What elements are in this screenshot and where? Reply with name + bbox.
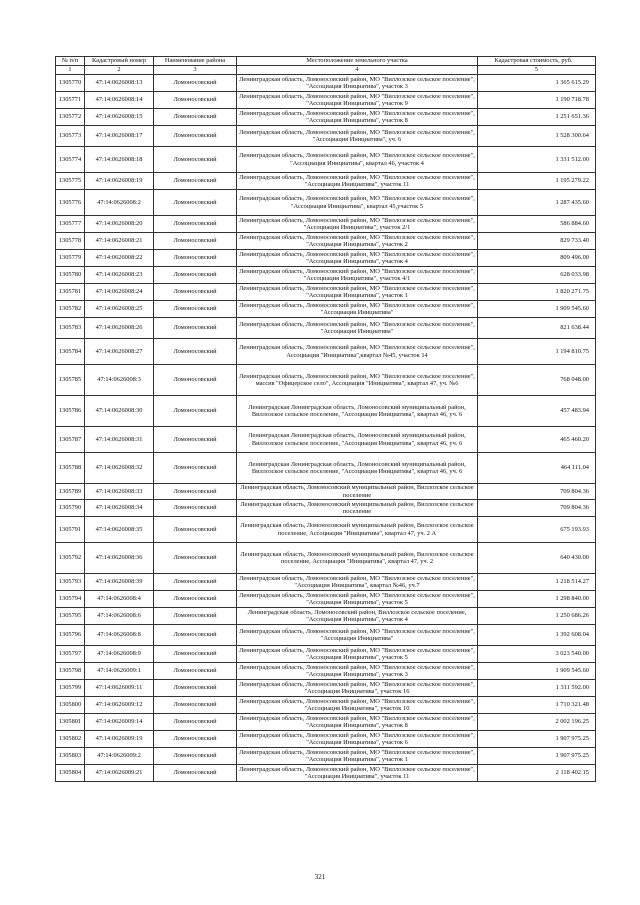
cadastral-number: 47:14:0626009:21 bbox=[85, 765, 154, 782]
row-number: 1305795 bbox=[56, 608, 85, 625]
table-row bbox=[56, 365, 596, 396]
cadastral-value: 1 287 435.60 bbox=[478, 190, 596, 216]
table-row bbox=[56, 748, 596, 765]
table-row bbox=[56, 216, 596, 233]
table-row bbox=[56, 75, 596, 92]
cadastral-number: 47:14:0626009:1 bbox=[85, 663, 154, 680]
land-plot-location: Ленинградская область, Ломоносовский район, МО "Виллозское сельское поселение", "Ассоциация Инициатива", участок 1 bbox=[237, 284, 478, 301]
district-name: Ломоносовский bbox=[154, 396, 237, 427]
row-number: 1305803 bbox=[56, 748, 85, 765]
row-number: 1305792 bbox=[56, 543, 85, 574]
table-row bbox=[56, 339, 596, 365]
land-plot-location: Ленинградская область, Ломоносовский район, МО "Виллозское сельское поселение", "Ассоциация Инициатива", участок 2 bbox=[237, 233, 478, 250]
cadastral-number: 47:14:0626008:19 bbox=[85, 173, 154, 190]
cadastral-number: 47:14:0626008:32 bbox=[85, 453, 154, 484]
cadastral-number: 47:14:0626008:15 bbox=[85, 109, 154, 126]
table-row bbox=[56, 663, 596, 680]
cadastral-value: 1 298 840.00 bbox=[478, 591, 596, 608]
land-plot-location: Ленинградская область, Ломоносовский район, МО "Виллозское сельское поселение", "Ассоциация Инициатива", участок 4/1 bbox=[237, 267, 478, 284]
district-name: Ломоносовский bbox=[154, 453, 237, 484]
cadastral-value: 1 909 545.60 bbox=[478, 301, 596, 318]
land-plot-location: Ленинградская область, Ломоносовский район, МО "Виллозское сельское поселение", "Ассоциация Инициатива", участок 16 bbox=[237, 680, 478, 697]
district-name: Ломоносовский bbox=[154, 748, 237, 765]
table-row bbox=[56, 427, 596, 453]
district-name: Ломоносовский bbox=[154, 92, 237, 109]
table-row bbox=[56, 646, 596, 663]
district-name: Ломоносовский bbox=[154, 517, 237, 543]
table-row bbox=[56, 484, 596, 500]
row-number: 1305775 bbox=[56, 173, 85, 190]
land-plot-location: Ленинградская область, Ломоносовский район, МО "Виллозское сельское поселение", "Ассоциация Инициатива", участок 3 bbox=[237, 75, 478, 92]
land-plot-location: Ленинградская область, Ломоносовский район, МО "Виллозское сельское поселение", "Ассоциация Инициатива", участок 2/1 bbox=[237, 216, 478, 233]
header-cadastral-number: Кадастровый номер bbox=[85, 57, 154, 66]
land-plot-location: Ленинградская область, Ломоносовский район, МО "Виллозское сельское поселение", Ассоциация "Инициатива",квартал №45, участок 14 bbox=[237, 339, 478, 365]
cadastral-value: 2 002 196.25 bbox=[478, 714, 596, 731]
district-name: Ломоносовский bbox=[154, 233, 237, 250]
district-name: Ломоносовский bbox=[154, 543, 237, 574]
district-name: Ломоносовский bbox=[154, 365, 237, 396]
land-plot-location: Ленинградская область, Ломоносовский район, МО "Виллозское сельское поселение", "Ассоциация Инициатива", участок 1 bbox=[237, 748, 478, 765]
table-row bbox=[56, 301, 596, 318]
cadastral-value: 1 190 718.78 bbox=[478, 92, 596, 109]
cadastral-number: 47:14:0626008:33 bbox=[85, 484, 154, 500]
row-number: 1305794 bbox=[56, 591, 85, 608]
district-name: Ломоносовский bbox=[154, 625, 237, 646]
table-row bbox=[56, 625, 596, 646]
cadastral-number: 47:14:0626009:14 bbox=[85, 714, 154, 731]
land-plot-location: Ленинградская Ленинградская область, Ломоносовский муниципальный район, Виллозское сельское поселение, "Ассоциация Инициатива", квартал 46, уч. 6 bbox=[237, 453, 478, 484]
column-number: 3 bbox=[154, 66, 237, 75]
row-number: 1305793 bbox=[56, 574, 85, 591]
district-name: Ломоносовский bbox=[154, 126, 237, 147]
cadastral-value: 829 733.40 bbox=[478, 233, 596, 250]
row-number: 1305782 bbox=[56, 301, 85, 318]
table-row bbox=[56, 731, 596, 748]
cadastral-number: 47:14:0626008:23 bbox=[85, 267, 154, 284]
cadastral-number: 47:14:0626008:18 bbox=[85, 147, 154, 173]
row-number: 1305791 bbox=[56, 517, 85, 543]
district-name: Ломоносовский bbox=[154, 765, 237, 782]
land-plot-location: Ленинградская область, Ломоносовский район, МО "Виллозское сельское поселение", "Ассоциация Инициатива", участок 4 bbox=[237, 250, 478, 267]
district-name: Ломоносовский bbox=[154, 484, 237, 500]
row-number: 1305787 bbox=[56, 427, 85, 453]
district-name: Ломоносовский bbox=[154, 267, 237, 284]
row-number: 1305776 bbox=[56, 190, 85, 216]
cadastral-value-table bbox=[55, 56, 596, 782]
district-name: Ломоносовский bbox=[154, 697, 237, 714]
district-name: Ломоносовский bbox=[154, 500, 237, 517]
cadastral-value: 1 195 279.22 bbox=[478, 173, 596, 190]
cadastral-value: 809 496.00 bbox=[478, 250, 596, 267]
cadastral-number: 47:14:0626008:20 bbox=[85, 216, 154, 233]
district-name: Ломоносовский bbox=[154, 731, 237, 748]
land-plot-location: Ленинградская область, Ломоносовский район, МО "Виллозское сельское поселение", "Ассоциация Инициатива", участок 8 bbox=[237, 714, 478, 731]
table-row bbox=[56, 267, 596, 284]
row-number: 1305772 bbox=[56, 109, 85, 126]
district-name: Ломоносовский bbox=[154, 109, 237, 126]
cadastral-number: 47:14:0626008:6 bbox=[85, 608, 154, 625]
table-row bbox=[56, 233, 596, 250]
row-number: 1305771 bbox=[56, 92, 85, 109]
cadastral-value: 628 033.98 bbox=[478, 267, 596, 284]
district-name: Ломоносовский bbox=[154, 250, 237, 267]
cadastral-number: 47:14:0626008:22 bbox=[85, 250, 154, 267]
table-row bbox=[56, 453, 596, 484]
cadastral-value: 1 909 545.60 bbox=[478, 663, 596, 680]
column-number: 5 bbox=[478, 66, 596, 75]
district-name: Ломоносовский bbox=[154, 608, 237, 625]
cadastral-number: 47:14:0626008:35 bbox=[85, 517, 154, 543]
cadastral-value: 709 804.36 bbox=[478, 500, 596, 517]
cadastral-value: 1 710 321.48 bbox=[478, 697, 596, 714]
cadastral-value: 1 251 651.36 bbox=[478, 109, 596, 126]
district-name: Ломоносовский bbox=[154, 427, 237, 453]
row-number: 1305804 bbox=[56, 765, 85, 782]
header-number: № п/п bbox=[56, 57, 85, 66]
header-location: Местоположение земельного участка bbox=[237, 57, 478, 66]
district-name: Ломоносовский bbox=[154, 216, 237, 233]
cadastral-value: 1 194 810.75 bbox=[478, 339, 596, 365]
row-number: 1305790 bbox=[56, 500, 85, 517]
district-name: Ломоносовский bbox=[154, 301, 237, 318]
district-name: Ломоносовский bbox=[154, 284, 237, 301]
column-number: 1 bbox=[56, 66, 85, 75]
row-number: 1305784 bbox=[56, 339, 85, 365]
row-number: 1305801 bbox=[56, 714, 85, 731]
land-plot-location: Ленинградская область, Ломоносовский муниципальный район, Виллозское сельское поселение bbox=[237, 484, 478, 500]
table-row bbox=[56, 318, 596, 339]
cadastral-number: 47:14:0626008:25 bbox=[85, 301, 154, 318]
row-number: 1305785 bbox=[56, 365, 85, 396]
cadastral-number: 47:14:0626008:14 bbox=[85, 92, 154, 109]
district-name: Ломоносовский bbox=[154, 646, 237, 663]
cadastral-number: 47:14:0626008:2 bbox=[85, 190, 154, 216]
table-body bbox=[56, 75, 596, 782]
cadastral-value: 1 331 512.00 bbox=[478, 147, 596, 173]
district-name: Ломоносовский bbox=[154, 680, 237, 697]
header-district: Наименование района bbox=[154, 57, 237, 66]
cadastral-number: 47:14:0626008:13 bbox=[85, 75, 154, 92]
column-number-row bbox=[56, 66, 596, 75]
row-number: 1305788 bbox=[56, 453, 85, 484]
land-plot-location: Ленинградская область, Ломоносовский район, МО "Виллозское сельское поселение", "Ассоциация Инициатива", участок 5 bbox=[237, 646, 478, 663]
land-plot-location: Ленинградская область, Ломоносовский район, МО "Виллозское сельское поселение", "Ассоциация Инициатива", участок 8 bbox=[237, 109, 478, 126]
table-row bbox=[56, 147, 596, 173]
land-plot-location: Ленинградская область, Ломоносовский район, МО "Виллозское сельское поселение", "Ассоциация Инициатива", квартал 45,участок 5 bbox=[237, 190, 478, 216]
district-name: Ломоносовский bbox=[154, 190, 237, 216]
district-name: Ломоносовский bbox=[154, 147, 237, 173]
cadastral-number: 47:14:0626008:30 bbox=[85, 396, 154, 427]
land-plot-location: Ленинградская область, Ломоносовский район, МО "Виллозское сельское поселение", "Ассоциация Инициатива", квартал №46, уч.7 bbox=[237, 574, 478, 591]
cadastral-value: 2 118 402.15 bbox=[478, 765, 596, 782]
table-row bbox=[56, 608, 596, 625]
cadastral-number: 47:14:0626008:27 bbox=[85, 339, 154, 365]
row-number: 1305774 bbox=[56, 147, 85, 173]
cadastral-number: 47:14:0626008:21 bbox=[85, 233, 154, 250]
cadastral-value: 1 392 608.04 bbox=[478, 625, 596, 646]
land-plot-location: Ленинградская область, Ломоносовский район, МО "Виллозское сельское поселение", "Ассоциация Инициатива" bbox=[237, 625, 478, 646]
row-number: 1305770 bbox=[56, 75, 85, 92]
table-row bbox=[56, 765, 596, 782]
table-row bbox=[56, 396, 596, 427]
table-row bbox=[56, 190, 596, 216]
row-number: 1305786 bbox=[56, 396, 85, 427]
land-plot-location: Ленинградская область, Ломоносовский район, МО "Виллозское сельское поселение", "Ассоциация Инициатива", уч. 6 bbox=[237, 126, 478, 147]
row-number: 1305780 bbox=[56, 267, 85, 284]
cadastral-value: 1 528 300.64 bbox=[478, 126, 596, 147]
cadastral-number: 47:14:0626008:24 bbox=[85, 284, 154, 301]
land-plot-location: Ленинградская область, Ломоносовский муниципальный район, Виллозское сельское поселение, Ассоциация "Инициатива", квартал 47, уч. 2 bbox=[237, 543, 478, 574]
land-plot-location: Ленинградская область, Ломоносовский район, Виллозское сельское поселение, "Ассоциация Инициатива", участок 4 bbox=[237, 608, 478, 625]
district-name: Ломоносовский bbox=[154, 663, 237, 680]
cadastral-value: 1 820 271.75 bbox=[478, 284, 596, 301]
table-row bbox=[56, 250, 596, 267]
table-row bbox=[56, 591, 596, 608]
district-name: Ломоносовский bbox=[154, 714, 237, 731]
table-row bbox=[56, 697, 596, 714]
cadastral-value: 1 365 615.29 bbox=[478, 75, 596, 92]
row-number: 1305799 bbox=[56, 680, 85, 697]
table-row bbox=[56, 284, 596, 301]
cadastral-value: 465 460.20 bbox=[478, 427, 596, 453]
land-plot-location: Ленинградская область, Ломоносовский район, МО "Виллозское сельское поселение", "Ассоциация Инициатива" bbox=[237, 318, 478, 339]
cadastral-number: 47:14:0626008:3 bbox=[85, 365, 154, 396]
cadastral-number: 47:14:0626008:34 bbox=[85, 500, 154, 517]
cadastral-number: 47:14:0626008:4 bbox=[85, 591, 154, 608]
cadastral-number: 47:14:0626008:31 bbox=[85, 427, 154, 453]
district-name: Ломоносовский bbox=[154, 339, 237, 365]
cadastral-number: 47:14:0626009:2 bbox=[85, 748, 154, 765]
table-row bbox=[56, 680, 596, 697]
row-number: 1305783 bbox=[56, 318, 85, 339]
cadastral-number: 47:14:0626008:36 bbox=[85, 543, 154, 574]
district-name: Ломоносовский bbox=[154, 173, 237, 190]
cadastral-value: 821 638.44 bbox=[478, 318, 596, 339]
land-plot-location: Ленинградская область, Ломоносовский муниципальный район, Виллозское сельское поселение, Ассоциация "Инициатива", квартал 47, уч. 2 А bbox=[237, 517, 478, 543]
district-name: Ломоносовский bbox=[154, 574, 237, 591]
cadastral-value: 640 430.00 bbox=[478, 543, 596, 574]
cadastral-value: 1 907 975.25 bbox=[478, 731, 596, 748]
row-number: 1305789 bbox=[56, 484, 85, 500]
cadastral-value: 1 218 514.27 bbox=[478, 574, 596, 591]
land-plot-location: Ленинградская область, Ломоносовский район, МО "Виллозское сельское поселение", "Ассоциация Инициатива", участок 9 bbox=[237, 92, 478, 109]
land-plot-location: Ленинградская область, Ломоносовский район, МО "Виллозское сельское поселение", "Ассоциация Инициатива", участок 11 bbox=[237, 173, 478, 190]
row-number: 1305798 bbox=[56, 663, 85, 680]
land-plot-location: Ленинградская область, Ломоносовский район, МО "Виллозское сельское поселение", "Ассоциация Инициатива", квартал 46, участок 4 bbox=[237, 147, 478, 173]
table-row bbox=[56, 109, 596, 126]
row-number: 1305773 bbox=[56, 126, 85, 147]
table-row bbox=[56, 173, 596, 190]
cadastral-value: 709 804.36 bbox=[478, 484, 596, 500]
cadastral-value: 1 250 686.26 bbox=[478, 608, 596, 625]
row-number: 1305800 bbox=[56, 697, 85, 714]
table-row bbox=[56, 714, 596, 731]
table-row bbox=[56, 574, 596, 591]
cadastral-value: 675 193.93 bbox=[478, 517, 596, 543]
cadastral-value: 3 023 540.00 bbox=[478, 646, 596, 663]
row-number: 1305796 bbox=[56, 625, 85, 646]
land-plot-location: Ленинградская область, Ломоносовский район, МО "Виллозское сельское поселение", "Ассоциация Инициатива" bbox=[237, 301, 478, 318]
table-row bbox=[56, 517, 596, 543]
row-number: 1305802 bbox=[56, 731, 85, 748]
table-row bbox=[56, 500, 596, 517]
row-number: 1305777 bbox=[56, 216, 85, 233]
district-name: Ломоносовский bbox=[154, 318, 237, 339]
column-number: 4 bbox=[237, 66, 478, 75]
land-plot-location: Ленинградская область, Ломоносовский район, МО "Виллозское сельское поселение", "Ассоциация Инициатива", участок 6 bbox=[237, 731, 478, 748]
row-number: 1305781 bbox=[56, 284, 85, 301]
cadastral-value: 457 483.94 bbox=[478, 396, 596, 427]
district-name: Ломоносовский bbox=[154, 75, 237, 92]
land-plot-location: Ленинградская область, Ломоносовский район, МО "Виллозское сельское поселение", "Ассоциация Инициатива", участок 3 bbox=[237, 663, 478, 680]
cadastral-number: 47:14:0626009:11 bbox=[85, 680, 154, 697]
cadastral-number: 47:14:0626009:19 bbox=[85, 731, 154, 748]
cadastral-value: 464 111.04 bbox=[478, 453, 596, 484]
table-row bbox=[56, 126, 596, 147]
cadastral-number: 47:14:0626008:26 bbox=[85, 318, 154, 339]
header-row bbox=[56, 57, 596, 66]
column-number: 2 bbox=[85, 66, 154, 75]
row-number: 1305779 bbox=[56, 250, 85, 267]
cadastral-number: 47:14:0626008:9 bbox=[85, 646, 154, 663]
row-number: 1305778 bbox=[56, 233, 85, 250]
land-plot-location: Ленинградская область, Ломоносовский район, МО "Виллозское сельское поселение", "Ассоциация Инициатива", участок 10 bbox=[237, 697, 478, 714]
land-plot-location: Ленинградская Ленинградская область, Ломоносовский муниципальный район, Виллозское сельское поселение, "Ассоциация Инициатива", квартал 46, уч. 6 bbox=[237, 396, 478, 427]
cadastral-number: 47:14:0626009:12 bbox=[85, 697, 154, 714]
cadastral-value: 1 311 592.00 bbox=[478, 680, 596, 697]
row-number: 1305797 bbox=[56, 646, 85, 663]
land-plot-location: Ленинградская область, Ломоносовский район, МО "Виллозское сельское поселение", массив "Офицерское село", Ассоциация "Инициатива", квартал 47, уч. №6 bbox=[237, 365, 478, 396]
land-plot-location: Ленинградская область, Ломоносовский район, МО "Виллозское сельское поселение", "Ассоциация Инициатива", участок 5 bbox=[237, 591, 478, 608]
cadastral-value: 1 907 975.25 bbox=[478, 748, 596, 765]
land-plot-location: Ленинградская область, Ломоносовский район, МО "Виллозское сельское поселение", "Ассоциация Инициатива", участок 11 bbox=[237, 765, 478, 782]
cadastral-number: 47:14:0626008:17 bbox=[85, 126, 154, 147]
cadastral-value: 586 884.60 bbox=[478, 216, 596, 233]
land-plot-location: Ленинградская Ленинградская область, Ломоносовский муниципальный район, Виллозское сельское поселение, "Ассоциация Инициатива", квартал 46, уч. 6 bbox=[237, 427, 478, 453]
cadastral-value: 768 048.00 bbox=[478, 365, 596, 396]
district-name: Ломоносовский bbox=[154, 591, 237, 608]
header-cadastral-value: Кадастровая стоимость, руб. bbox=[478, 57, 596, 66]
land-plot-location: Ленинградская область, Ломоносовский муниципальный район, Виллозское сельское поселение bbox=[237, 500, 478, 517]
cadastral-number: 47:14:0626008:8 bbox=[85, 625, 154, 646]
table-row bbox=[56, 543, 596, 574]
cadastral-number: 47:14:0626008:39 bbox=[85, 574, 154, 591]
table-row bbox=[56, 92, 596, 109]
page-number: 321 bbox=[314, 873, 326, 881]
